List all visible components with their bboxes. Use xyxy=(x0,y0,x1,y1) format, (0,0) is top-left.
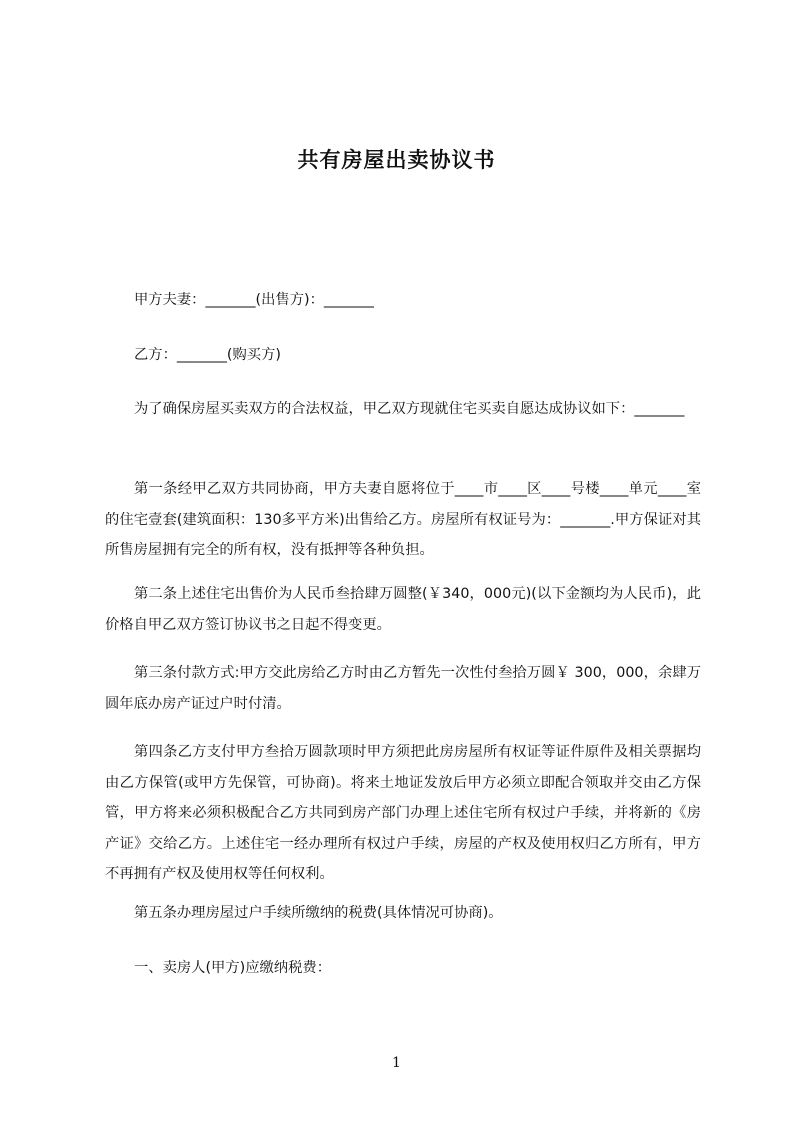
seller-taxes-heading: 一、卖房人(甲方)应缴纳税费： xyxy=(134,960,332,976)
article-3: 第三条付款方式:甲方交此房给乙方时由乙方暂先一次性付叁拾万圆￥ 300，000，余肆万圆年底办房产证过户时付清。 xyxy=(105,665,701,712)
page-number: 1 xyxy=(392,1055,401,1071)
intro-paragraph: 为了确保房屋买卖双方的合法权益，甲乙双方现就住宅买卖自愿达成协议如下：_______ xyxy=(134,401,685,417)
article-1: 第一条经甲乙双方共同协商，甲方夫妻自愿将位于____市____区____号楼____单元____室的住宅壹套(建筑面积：130多平方米)出售给乙方。房屋所有权证号为：_______.甲方保证对其所售房屋拥有完全的所有权，没有抵押等各种负担。 xyxy=(105,481,701,558)
document-title: 共有房屋出卖协议书 xyxy=(297,148,496,172)
party-b-line: 乙方：_______(购买方) xyxy=(134,347,281,363)
article-5: 第五条办理房屋过户手续所缴纳的税费(具体情况可协商)。 xyxy=(134,905,503,921)
article-4: 第四条乙方支付甲方叁拾万圆款项时甲方须把此房房屋所有权证等证件原件及相关票据均由乙方保管(或甲方先保管，可协商)。将来土地证发放后甲方必须立即配合领取并交由乙方保管，甲方将来必须积极配合乙方共同到房产部门办理上述住宅所有权过户手续，并将新的《房产证》交给乙方。上述住宅一经办理所有权过户手续，房屋的产权及使用权归乙方所有，甲方不再拥有产权及使用权等任何权利。 xyxy=(105,744,701,882)
party-a-line: 甲方夫妻：_______(出售方)：_______ xyxy=(134,292,374,308)
article-2: 第二条上述住宅出售价为人民币叁拾肆万圆整(￥340，000元)(以下金额均为人民币)，此价格自甲乙双方签订协议书之日起不得变更。 xyxy=(105,586,701,633)
